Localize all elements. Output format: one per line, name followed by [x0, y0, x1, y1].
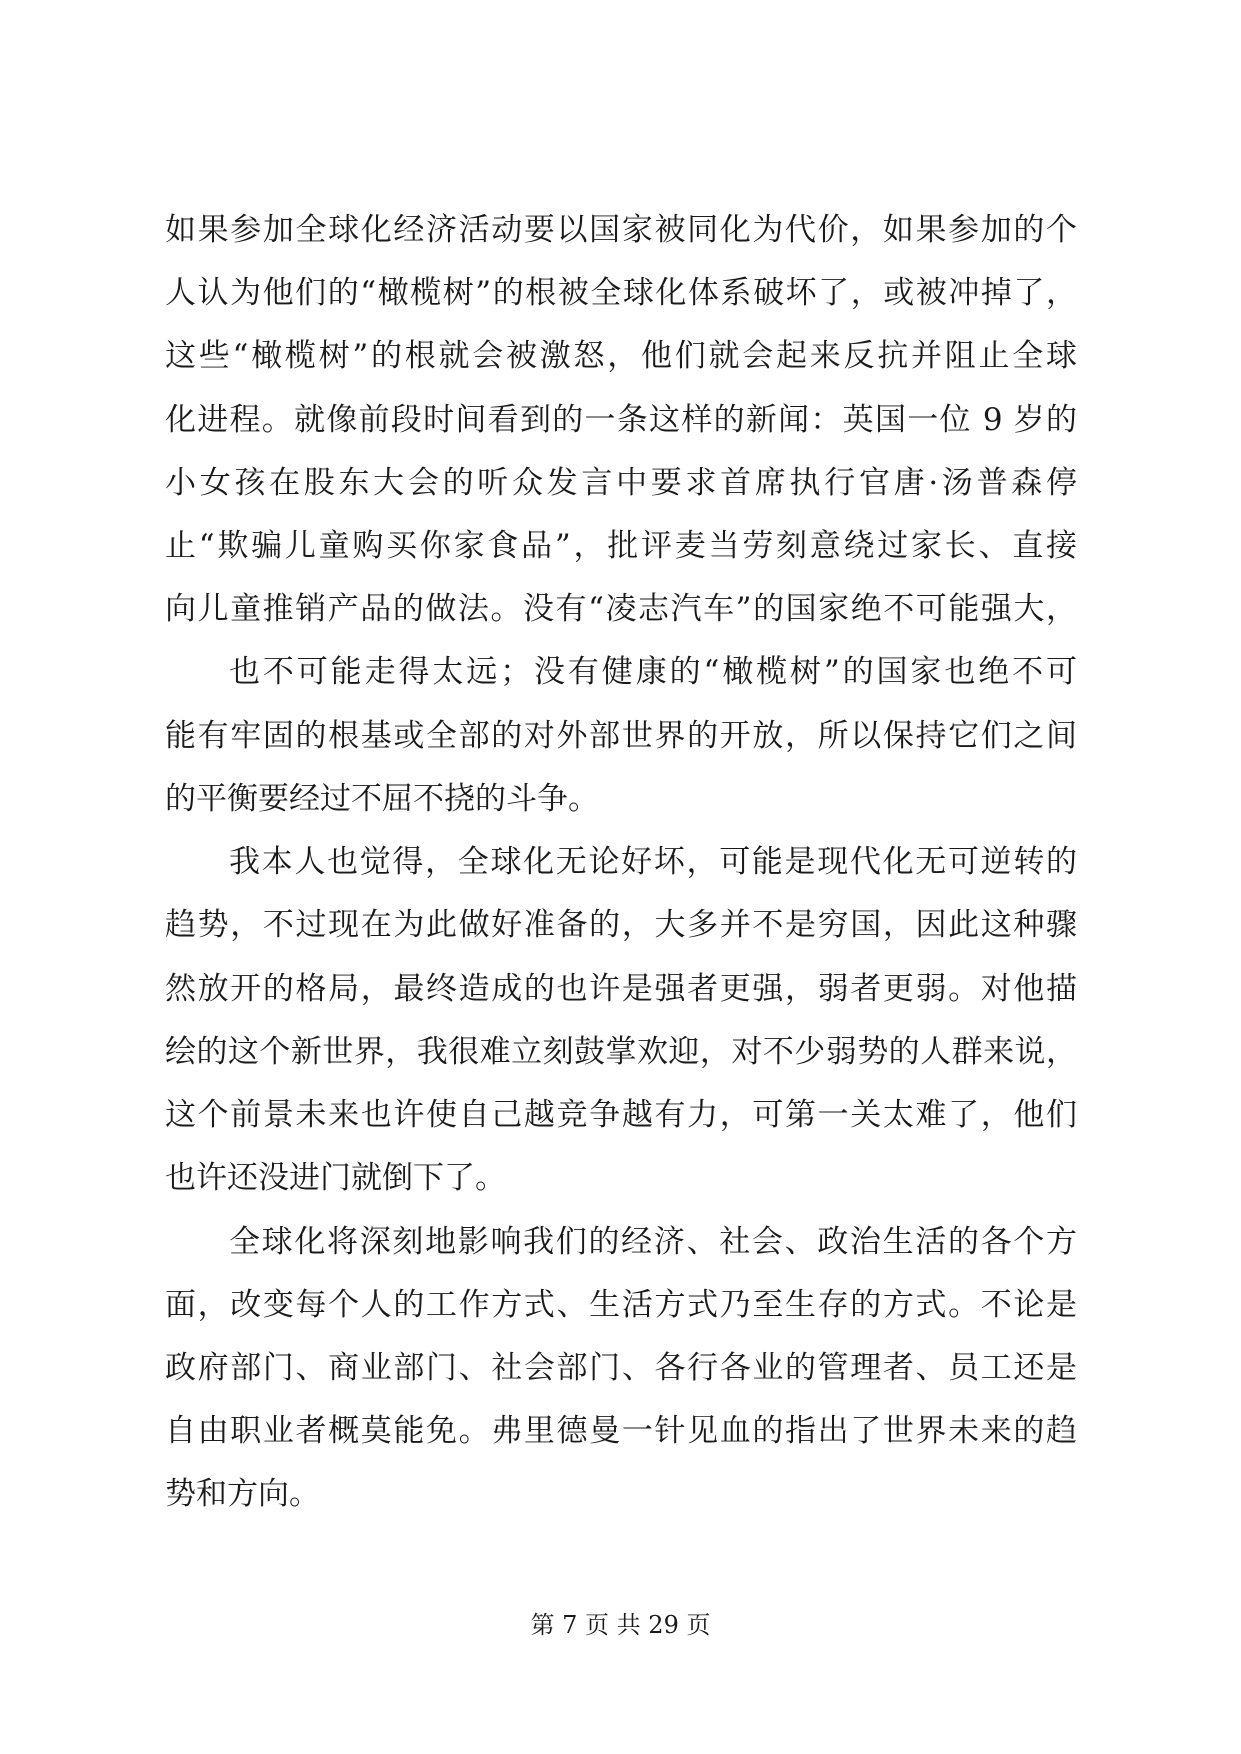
text-line: 也许还没进门就倒下了。	[165, 1160, 506, 1196]
text-line: 这些“橄榄树”的根就会被激怒，他们就会起来反抗并阻止全球	[165, 338, 1077, 374]
text-line: 化进程。就像前段时间看到的一条这样的新闻：英国一位 9 岁的	[165, 402, 1077, 438]
text-line: 也不可能走得太远；没有健康的“橄榄树”的国家也绝不可	[229, 654, 1077, 690]
text-line: 向儿童推销产品的做法。没有“凌志汽车”的国家绝不可能强大，	[165, 591, 1077, 627]
page-number-footer: 第 7 页 共 29 页	[530, 1611, 711, 1639]
text-line: 止“欺骗儿童购买你家食品”，批评麦当劳刻意绕过家长、直接	[165, 528, 1077, 564]
text-line: 这个前景未来也许使自己越竞争越有力，可第一关太难了，他们	[165, 1097, 1077, 1133]
text-line: 全球化将深刻地影响我们的经济、社会、政治生活的各个方	[229, 1224, 1077, 1260]
text-line: 自由职业者概莫能免。弗里德曼一针见血的指出了世界未来的趋	[165, 1413, 1077, 1449]
text-line: 人认为他们的“橄榄树”的根被全球化体系破坏了，或被冲掉了，	[165, 275, 1077, 311]
text-line: 小女孩在股东大会的听众发言中要求首席执行官唐·汤普森停	[165, 465, 1077, 501]
text-line: 面，改变每个人的工作方式、生活方式乃至生存的方式。不论是	[165, 1287, 1077, 1323]
text-line: 绘的这个新世界，我很难立刻鼓掌欢迎，对不少弱势的人群来说，	[165, 1034, 1077, 1070]
text-line: 然放开的格局，最终造成的也许是强者更强，弱者更弱。对他描	[165, 971, 1077, 1007]
text-line: 如果参加全球化经济活动要以国家被同化为代价，如果参加的个	[165, 212, 1077, 248]
text-line: 的平衡要经过不屈不挠的斗争。	[165, 781, 599, 817]
text-line: 能有牢固的根基或全部的对外部世界的开放，所以保持它们之间	[165, 718, 1077, 754]
text-line: 势和方向。	[165, 1476, 320, 1512]
text-line: 政府部门、商业部门、社会部门、各行各业的管理者、员工还是	[165, 1350, 1077, 1386]
text-line: 趋势，不过现在为此做好准备的，大多并不是穷国，因此这种骤	[165, 907, 1077, 943]
text-line: 我本人也觉得，全球化无论好坏，可能是现代化无可逆转的	[229, 844, 1077, 880]
